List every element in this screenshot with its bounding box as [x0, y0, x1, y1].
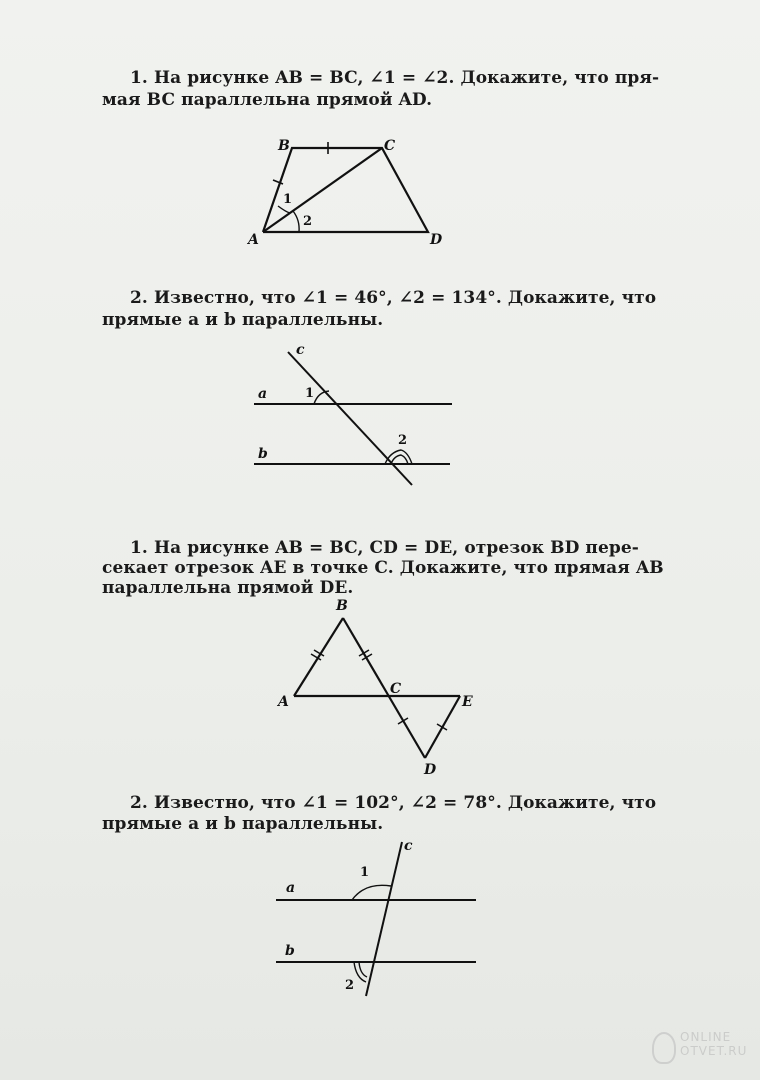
figure-3-crossed-triangles: [0, 596, 760, 796]
label-B: B: [336, 598, 348, 614]
label-B: B: [278, 138, 290, 154]
angle-label-2: 2: [345, 978, 355, 993]
angle-label-2: 2: [398, 433, 408, 448]
figure-4-parallel-lines: [0, 836, 760, 1006]
label-a: a: [258, 386, 268, 402]
problem-line: Известно, что ∠1 = 46°, ∠2 = 134°. Докажите, что: [153, 288, 657, 308]
problem-2-text-2: [102, 310, 662, 330]
watermark: [652, 1028, 752, 1072]
problem-line: секает отрезок AE в точке C. Докажите, что прямая AB: [102, 558, 664, 578]
problem-2-text: [130, 288, 670, 308]
problem-4-text: [130, 793, 670, 813]
problem-number: 1.: [130, 68, 148, 88]
problem-1-text-2: [102, 90, 662, 110]
angle-label-1: 1: [360, 865, 370, 880]
problem-line: Известно, что ∠1 = 102°, ∠2 = 78°. Докажите, что: [153, 793, 657, 813]
lightbulb-icon: [652, 1032, 676, 1064]
label-E: E: [462, 694, 473, 710]
label-a: a: [286, 880, 296, 896]
problem-line: прямые a и b параллельны.: [102, 310, 384, 330]
label-b: b: [285, 943, 295, 959]
problem-line: На рисунке AB = BC, CD = DE, отрезок BD пере-: [153, 538, 639, 558]
label-A: A: [248, 232, 259, 248]
problem-line: прямые a и b параллельны.: [102, 814, 384, 834]
problem-4-text-2: [102, 814, 662, 834]
watermark-text: [680, 1030, 747, 1058]
problem-3-text: [130, 538, 690, 558]
label-C: C: [390, 681, 402, 697]
angle-label-1: 1: [283, 192, 293, 207]
problem-3-text-2: [102, 558, 682, 578]
label-A: A: [278, 694, 289, 710]
label-D: D: [424, 762, 437, 778]
problem-3-text-3: [102, 578, 662, 598]
problem-line: На рисунке AB = BC, ∠1 = ∠2. Докажите, что пря-: [153, 68, 660, 88]
problem-line: параллельна прямой DE.: [102, 578, 354, 598]
figure-2-parallel-lines: [0, 340, 760, 500]
watermark-line-1: ONLINE: [680, 1030, 732, 1044]
angle-label-2: 2: [303, 214, 313, 229]
problem-line: мая BC параллельна прямой AD.: [102, 90, 433, 110]
problem-1-text: [130, 68, 670, 88]
label-D: D: [430, 232, 443, 248]
label-c: c: [296, 342, 305, 358]
problem-number: 1.: [130, 538, 148, 558]
watermark-line-2: OTVET.RU: [680, 1044, 748, 1058]
problem-number: 2.: [130, 793, 148, 813]
angle-label-1: 1: [305, 386, 315, 401]
label-b: b: [258, 446, 268, 462]
label-C: C: [384, 138, 396, 154]
problem-number: 2.: [130, 288, 148, 308]
label-c: c: [404, 838, 413, 854]
